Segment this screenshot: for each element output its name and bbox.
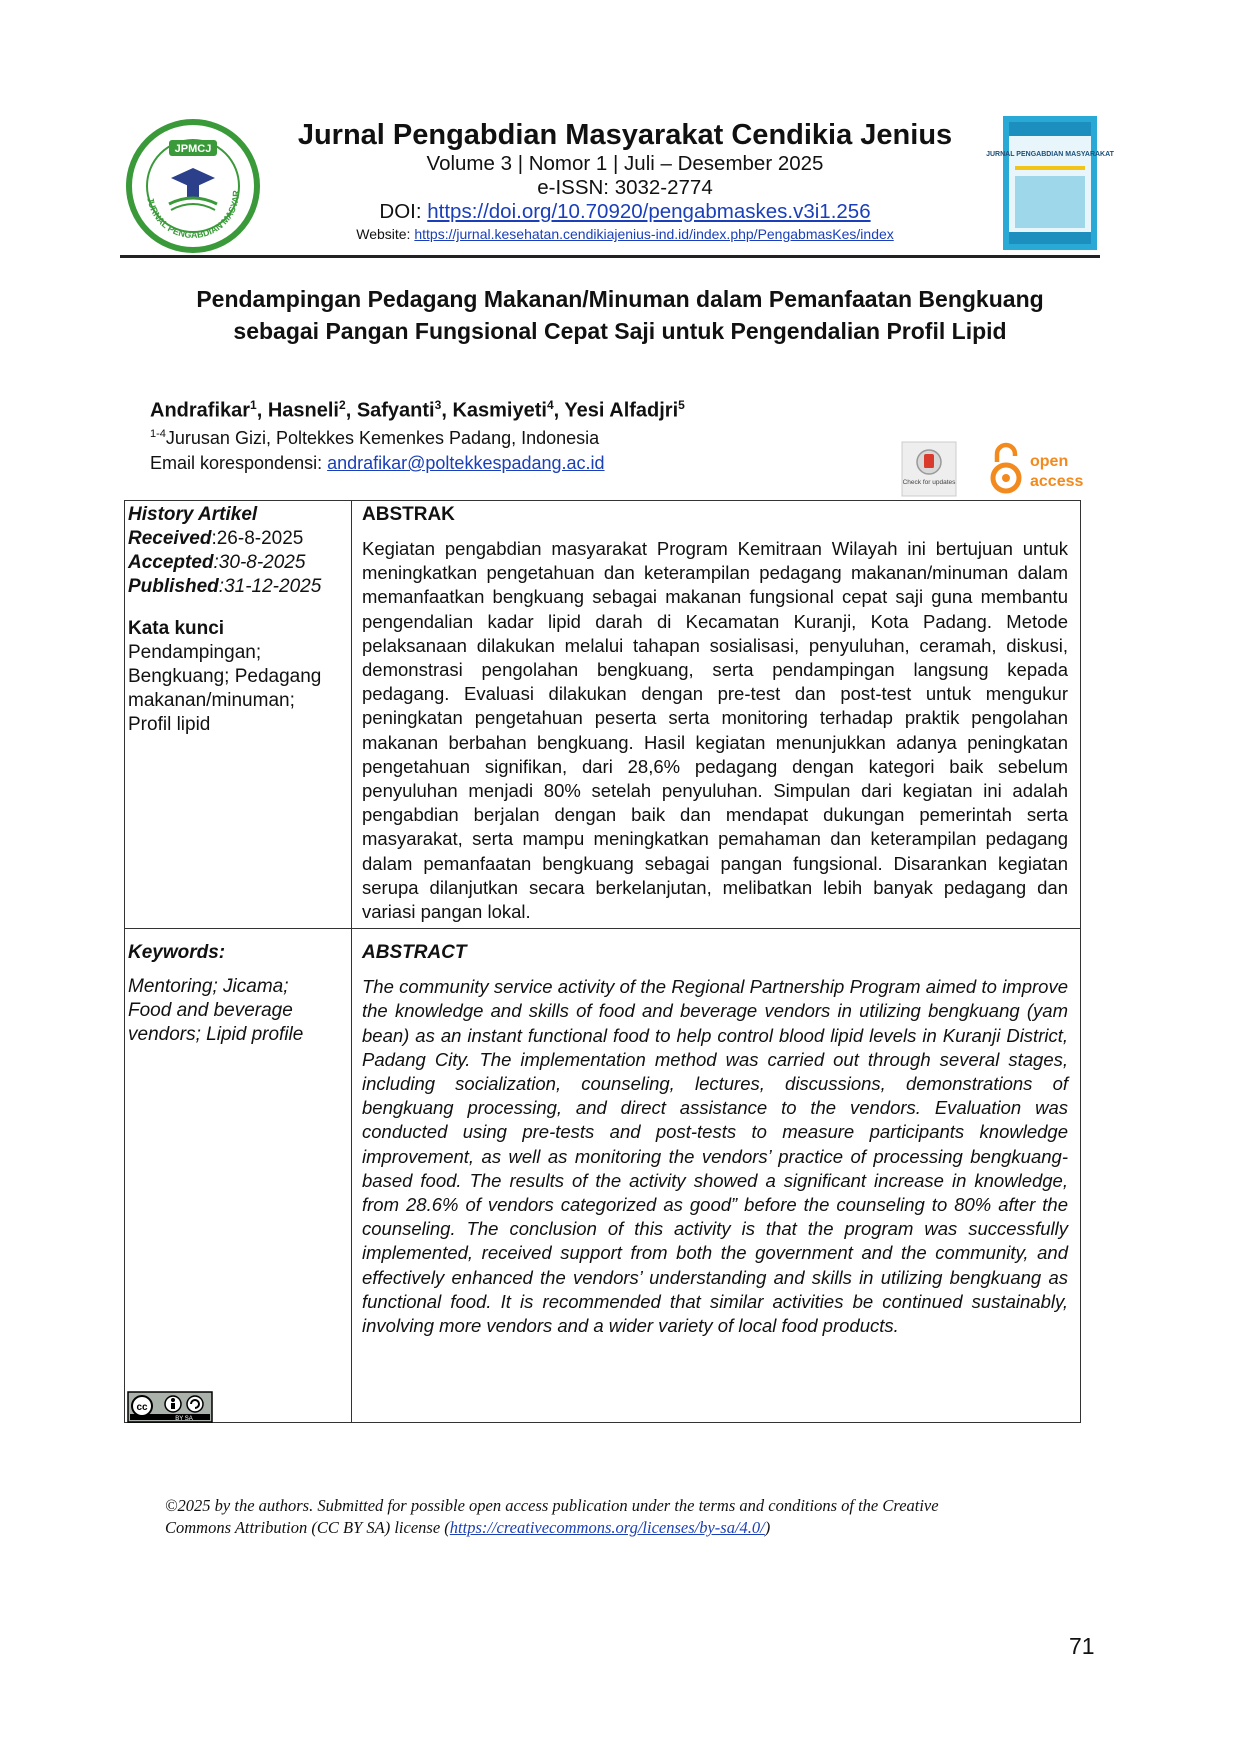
header-divider bbox=[120, 255, 1100, 258]
abstract-cell bbox=[352, 929, 1081, 1423]
published-label: Published bbox=[128, 576, 219, 597]
abstrak-row bbox=[125, 501, 1081, 929]
history-cell bbox=[125, 501, 352, 929]
footnote-line-2-pre: Commons Attribution (CC BY SA) license ( bbox=[165, 1518, 450, 1537]
open-access-line-1: open bbox=[1030, 453, 1069, 470]
license-link[interactable]: https://creativecommons.org/licenses/by-sa/4.0/ bbox=[449, 1518, 765, 1537]
abstract-row bbox=[125, 929, 1081, 1423]
keywords-heading: Keywords: bbox=[128, 942, 226, 964]
abstract-heading: ABSTRACT bbox=[362, 942, 467, 964]
license-footnote bbox=[165, 1495, 1085, 1539]
svg-text:JURNAL PENGABDIAN MASYARAKAT bbox=[986, 151, 1115, 158]
check-for-updates-badge[interactable] bbox=[902, 442, 956, 496]
logo-ring-text: JURNAL PENGABDIAN MASYAR bbox=[145, 190, 242, 241]
author-name: Hasneli bbox=[267, 399, 339, 422]
cover-title: JURNAL PENGABDIAN MASYARAKAT bbox=[986, 151, 1114, 158]
author-name: Safyanti bbox=[356, 399, 435, 422]
journal-header bbox=[275, 118, 975, 243]
correspondence-email bbox=[150, 453, 605, 474]
footnote-line-2-post: ) bbox=[764, 1518, 771, 1537]
affiliation bbox=[150, 428, 599, 449]
email-label: Email korespondensi: bbox=[150, 453, 328, 473]
keyword-item: Mentoring; Jicama; bbox=[128, 976, 289, 998]
email-link[interactable]: andrafikar@poltekkespadang.ac.id bbox=[327, 453, 605, 473]
abstrak-cell bbox=[352, 501, 1081, 929]
abstract-table bbox=[124, 500, 1081, 1423]
kata-kunci-heading: Kata kunci bbox=[128, 618, 225, 639]
check-updates-text: Check for updates bbox=[902, 479, 956, 486]
paper-title-line-1: Pendampingan Pedagang Makanan/Minuman dalam Pemanfaatan Bengkuang bbox=[196, 286, 1044, 312]
journal-cover-image bbox=[986, 116, 1114, 250]
page-number: 71 bbox=[1069, 1633, 1095, 1659]
footnote-line-1: ©2025 by the authors. Submitted for possible open access publication under the terms and conditions of the Creative bbox=[165, 1496, 939, 1515]
received-value: :26-8-2025 bbox=[211, 528, 304, 549]
affiliation-sup: 1-4 bbox=[150, 428, 166, 440]
published-value: :31-12-2025 bbox=[218, 576, 322, 597]
keyword-item: Food and beverage bbox=[128, 1000, 293, 1022]
author-list: Andrafikar$^1$, Hasneli$^2$, Safyanti$^3$, Kasmiyeti$^4$, Yesi Alfadjri$^5$ bbox=[150, 398, 685, 422]
author-sup: 3 bbox=[434, 398, 442, 412]
paper-title-line-2: sebagai Pangan Fungsional Cepat Saji untuk Pengendalian Profil Lipid bbox=[233, 318, 1007, 344]
accepted-label: Accepted bbox=[128, 552, 214, 573]
svg-text:cc: cc bbox=[136, 1402, 148, 1414]
doi-link[interactable]: https://doi.org/10.70920/pengabmaskes.v3i1.256 bbox=[427, 200, 871, 223]
author-sup: 5 bbox=[678, 398, 685, 412]
author-name: Andrafikar bbox=[150, 399, 251, 422]
author-name: Kasmiyeti bbox=[452, 399, 547, 422]
cc-badge-text: BY SA bbox=[175, 1416, 193, 1423]
author-sup: 2 bbox=[339, 398, 346, 412]
received-line bbox=[128, 527, 348, 551]
cc-by-sa-license-icon[interactable] bbox=[128, 1392, 212, 1422]
keywords-cell bbox=[125, 929, 352, 1423]
abstrak-heading: ABSTRAK bbox=[362, 504, 455, 525]
doi-line bbox=[275, 200, 975, 224]
journal-logo bbox=[125, 118, 261, 254]
open-access-icon bbox=[993, 445, 1019, 491]
kata-kunci-item: Pendampingan; bbox=[128, 642, 262, 663]
open-access-badge bbox=[988, 440, 1103, 500]
website-label: Website: bbox=[356, 226, 415, 242]
author-sup: 4 bbox=[546, 398, 554, 412]
accepted-value: :30-8-2025 bbox=[213, 552, 306, 573]
kata-kunci-item: makanan/minuman; bbox=[128, 690, 295, 711]
author-name: Yesi Alfadjri bbox=[564, 399, 679, 422]
doi-label: DOI: bbox=[379, 200, 428, 223]
logo-text: JPMCJ bbox=[174, 143, 212, 155]
published-line bbox=[128, 575, 348, 599]
website-line bbox=[275, 225, 975, 243]
received-label: Received bbox=[128, 528, 212, 549]
website-link[interactable]: https://jurnal.kesehatan.cendikiajenius-ind.id/index.php/PengabmasKes/index bbox=[414, 226, 894, 242]
author-sup: 1 bbox=[250, 398, 257, 412]
journal-title: Jurnal Pengabdian Masyarakat Cendikia Jenius bbox=[297, 119, 953, 151]
issn-line: e-ISSN: 3032-2774 bbox=[537, 176, 713, 199]
paper-title bbox=[140, 283, 1100, 347]
abstract-text: The community service activity of the Regional Partnership Program aimed to improve the knowledge and skills of food and beverage vendors in utilizing bengkuang (yam bean) as an instant functional food to help control blood lipid levels in Kuranji District, Padang City. The implementation method was carried out through several stages, including socialization, counseling, lectures, discussions, demonstrations of bengkuang processing, and direct assistance to the vendors. Evaluation was conducted using pre-tests and post-tests to measure participants knowledge improvement, as well as monitoring the vendors’ practice of processing bengkuang-based food. The results of the activity showed a significant increase in knowledge, from 28.6% of vendors categorized as good” before the counseling to 80% after the counseling. The conclusion of this activity is that the program was successfully implemented, received support from both the government and the community, and effectively enhanced the vendors’ understanding and skills in utilizing bengkuang as functional food. It is recommended that similar activities be continued sustainably, involving more vendors and a wider variety of local food products. bbox=[362, 976, 1068, 1337]
open-access-line-2: access bbox=[1030, 473, 1084, 490]
accepted-line bbox=[128, 551, 348, 575]
history-heading: History Artikel bbox=[128, 504, 258, 525]
kata-kunci-item: Profil lipid bbox=[128, 714, 211, 735]
volume-line: Volume 3 | Nomor 1 | Juli – Desember 2025 bbox=[426, 152, 824, 175]
affiliation-text: Jurusan Gizi, Poltekkes Kemenkes Padang, Indonesia bbox=[165, 428, 600, 448]
kata-kunci-item: Bengkuang; Pedagang bbox=[128, 666, 322, 687]
abstrak-text: Kegiatan pengabdian masyarakat Program Kemitraan Wilayah ini bertujuan untuk meningkatkan pengetahuan dan keterampilan pedagang makanan/minuman dalam memanfaatkan bengkuang sebagai makanan fungsional cepat saji guna membantu pengendalian kadar lipid darah di Kecamatan Kuranji, Kota Padang. Metode pelaksanaan dilakukan melalui tahapan sosialisasi, penyuluhan, ceramah, diskusi, demonstrasi pengolahan bengkuang, serta pendampingan langsung kepada pedagang. Evaluasi dilakukan dengan pre-test dan post-test untuk mengukur peningkatan pengetahuan peserta serta monitoring terhadap praktik pengolahan makanan berbahan bengkuang. Hasil kegiatan menunjukkan adanya peningkatan pengetahuan signifikan, dari 28,6% pedagang dengan kategori baik sebelum penyuluhan menjadi 80% setelah penyuluhan. Simpulan dari kegiatan ini adalah pengabdian berjalan dengan baik dan mendapat dukungan pemerintah serta masyarakat, serta mampu meningkatkan pemahaman dan keterampilan pedagang dalam pemanfaatan bengkuang sebagai pangan fungsional. Disarankan kegiatan serupa dilanjutkan secara berkelanjutan, melibatkan lebih banyak pedagang dan variasi pangan lokal. bbox=[362, 538, 1068, 923]
keyword-item: vendors; Lipid profile bbox=[128, 1024, 304, 1046]
